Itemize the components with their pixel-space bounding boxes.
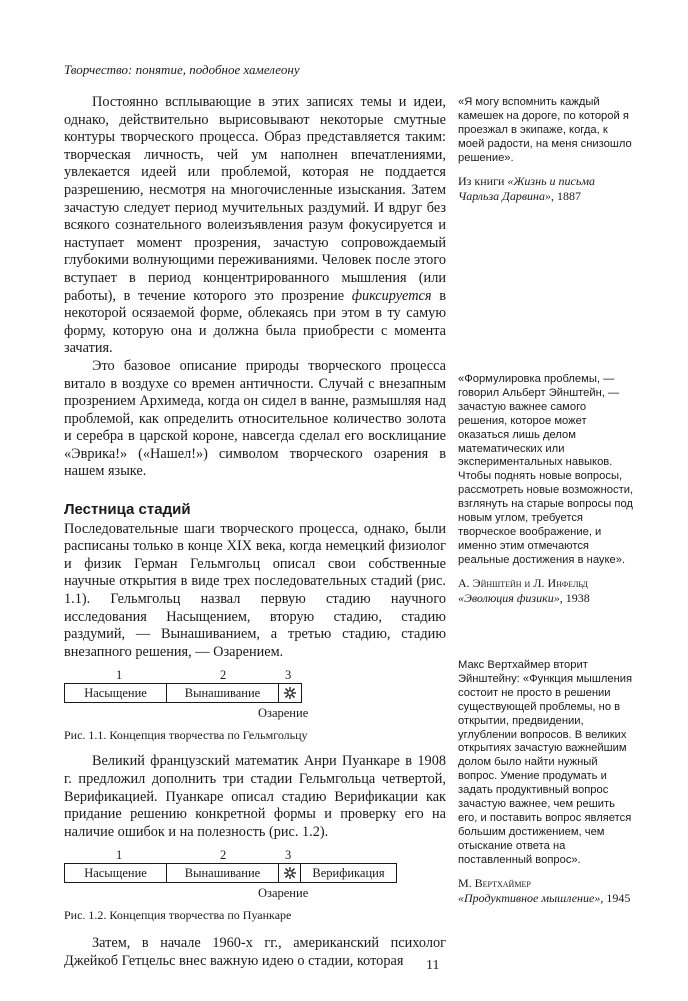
stage-box: Вынашивание [167,684,279,702]
stage-box: Насыщение [65,684,167,702]
stage-number: 2 [220,848,227,863]
quote-text: «Формулировка проблемы, — говорил Альберт Эйнштейн, — зачастую важнее самого решения, которое может оказаться лишь делом математических или экспериментальных навыков. Чтобы поднять новые вопросы, рассмотреть новые возможности, взглянуть на старые вопросы под новым углом, требуется творческое воображение, и именно этим отмечаются реальные достижения в науке». [458,373,634,566]
stage-number: 3 [285,848,292,863]
stage-box: Вынашивание [167,864,279,882]
stage-number: 1 [116,668,123,683]
paragraph-5: Затем, в начале 1960-х гг., американский психолог Джейкоб Гетцельс внес важную идею о стадии, которая [64,935,446,969]
burst-icon [279,684,301,702]
quote-text: «Я могу вспомнить каждый камешек на дороге, по которой я проезжал в экипаже, когда, к моей радости, на меня снизошло решение». [458,96,632,164]
stage-number: 3 [285,668,292,683]
quote-source: Из книги «Жизнь и письма Чарльза Дарвина», 1887 [458,173,595,203]
paragraph-2: Это базовое описание природы творческого процесса витало в воздухе со времен античности. Случай с внезапным прозрением Архимеда, когда он сидел в ванне, размышляя над проблемой, как определить относительное количество золота и серебра в царской короне, навсегда сделал его восклицание «Эврика!» («Нашел!») символом творческого озарения в нашем языке. [64,357,446,480]
paragraph-1: Постоянно всплывающие в этих записях темы и идеи, однако, действительно вырисовывают некоторые смутные контуры творческого процесса. Образ представляется таким: творческая личность, чей ум наполнен впечатлениями, увлекается идеей или проблемой, которая не поддается разрешению, несмотря на многочисленные изыскания. Затем зачастую следует период мучительных раздумий. И вдруг без всякого сознательного волеизъявления разум фокусируется и наступает момент прозрения, зачастую сопровождаемый глубокими волнующими переживаниями. Человек после этого вступает в период концентрированного мышления (или работы), в течение которого это прозрение фиксируется в некоторой осязаемой форме, облекаясь при этом в ту самую форму, которую она и должна была приобрести с момента зачатия. [64,94,446,357]
stage-box: Насыщение [65,864,167,882]
burst-icon [279,864,301,882]
figure-caption: Рис. 1.2. Концепция творчества по Пуанкаре [64,908,292,923]
page-number: 11 [426,958,440,973]
main-column [64,94,446,971]
quote-source: М. Вертхаймер «Продуктивное мышление», 1945 [458,875,631,905]
quote-source: А. Эйнштейн и Л. Инфельд «Эволюция физики», 1938 [458,575,590,605]
paragraph-4: Великий французский математик Анри Пуанкаре в 1908 г. предложил дополнить три стадии Гельмгольца четвертой, Верификацией. Пуанкаре описал стадию Верификации как придание решению конкретной формы и проверку его на наличие ошибок и на полезность (рис. 1.2). [64,753,446,840]
stage-label: Озарение [258,886,309,901]
figure-caption: Рис. 1.1. Концепция творчества по Гельмгольцу [64,728,308,743]
section-heading: Лестница стадий [64,501,191,519]
sidebar-quote-wertheimer [458,659,636,906]
quote-text: Макс Вертхаймер вторит Эйнштейну: «Функция мышления состоит не просто в решении существующей проблемы, но в открытии, предвидении, углублении вопросов. В великих открытиях зачастую важнейшим долом было найти нужный вопрос. Умение продумать и задать продуктивный вопрос зачастую важнее, чем решить его, и поставить вопрос является большим достижением, чем отыскание ответа на поставленный вопрос». [458,659,633,866]
stage-number: 1 [116,848,123,863]
stage-label: Озарение [258,706,309,721]
stage-box: Верификация [312,866,385,881]
running-head: Творчество: понятие, подобное хамелеону [64,62,300,77]
figure-1 [64,667,446,743]
stage-number: 2 [220,668,227,683]
sidebar-quote-einstein [458,373,636,606]
figure-2 [64,847,446,923]
sidebar-quote-darwin [458,96,636,204]
paragraph-3: Последовательные шаги творческого процесса, однако, были расписаны только в конце XIX века, когда немецкий физиолог и физик Герман Гельмгольц описал свои собственные научные открытия в виде трех последовательных стадий (рис. 1.1). Гельмгольц назвал первую стадию научного исследования Насыщением, вторую стадию, стадию раздумий, — Вынашиванием, а третью стадию, стадию внезапного решения, — Озарением. [64,520,446,660]
